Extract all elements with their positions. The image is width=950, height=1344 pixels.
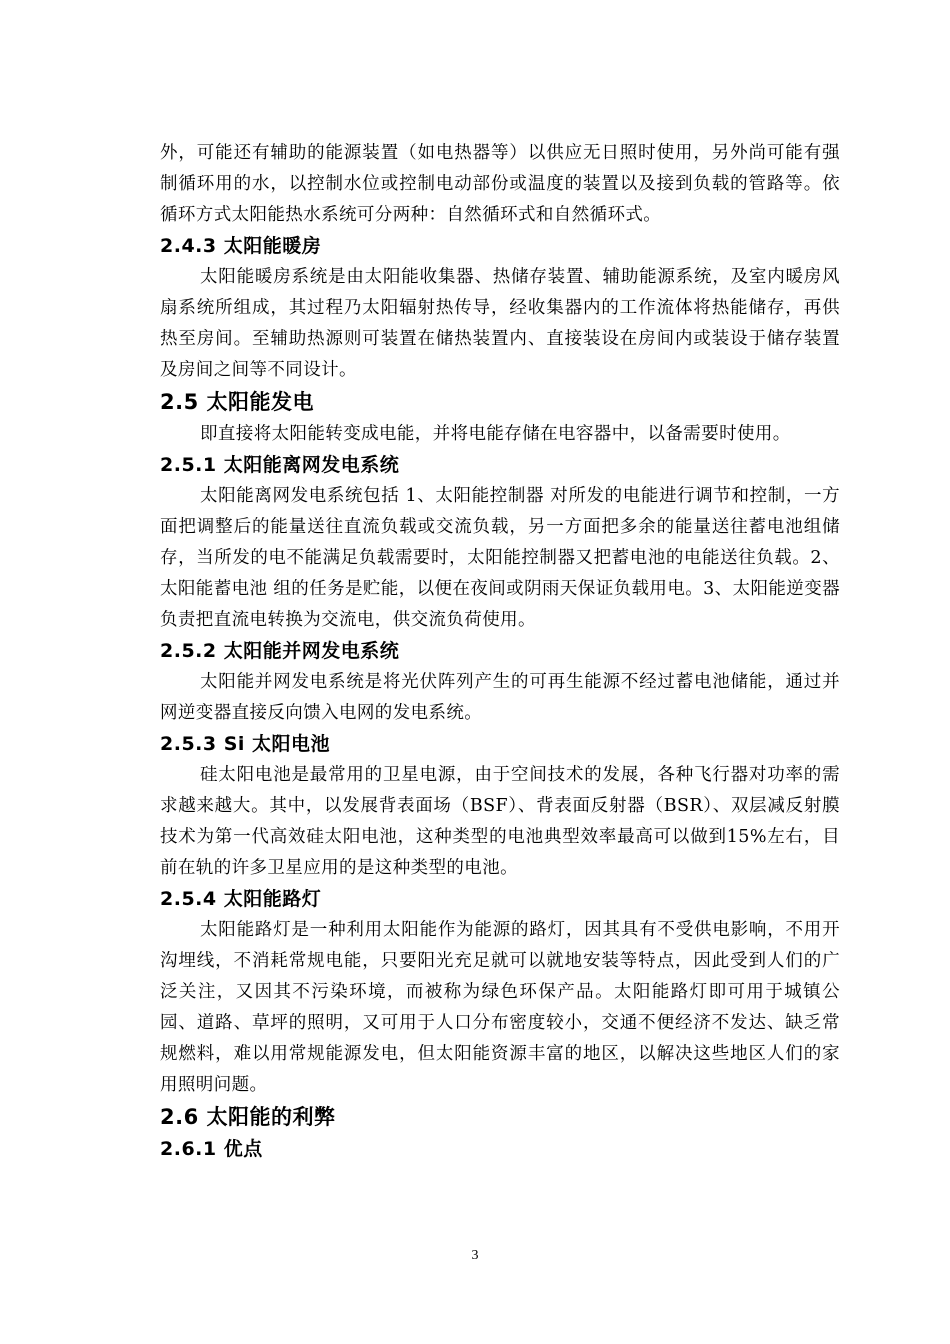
paragraph-continued: 外，可能还有辅助的能源装置（如电热器等）以供应无日照时使用，另外尚可能有强制循环用的水，以控制水位或控制电动部份或温度的装置以及接到负载的管路等。依循环方式太阳能热水系统可分两种：自然循环式和自然循环式。 (160, 143, 840, 225)
paragraph-street-light: 太阳能路灯是一种利用太阳能作为能源的路灯，因其具有不受供电影响，不用开沟埋线，不消耗常规电能，只要阳光充足就可以就地安装等特点，因此受到人们的广泛关注，又因其不污染环境，而被称为绿色环保产品。太阳能路灯即可用于城镇公园、道路、草坪的照明，又可用于人口分布密度较小，交通不便经济不发达、缺乏常规燃料，难以用常规能源发电，但太阳能资源丰富的地区，以解决这些地区人们的家用照明问题。 (160, 920, 840, 1095)
paragraph-grid-tied: 太阳能并网发电系统是将光伏阵列产生的可再生能源不经过蓄电池储能，通过并网逆变器直接反向馈入电网的发电系统。 (160, 672, 840, 723)
heading-2-6-1: 2.6.1 优点 (160, 1138, 263, 1160)
paragraph-solar-heating: 太阳能暖房系统是由太阳能收集器、热储存装置、辅助能源系统，及室内暖房风扇系统所组成，其过程乃太阳辐射热传导，经收集器内的工作流体将热能储存，再供热至房间。至辅助热源则可装置在储热装置内、直接装设在房间内或装设于储存装置及房间之间等不同设计。 (160, 267, 840, 380)
heading-2-5-1: 2.5.1 太阳能离网发电系统 (160, 454, 400, 476)
paragraph-si-cell: 硅太阳电池是最常用的卫星电源，由于空间技术的发展，各种飞行器对功率的需求越来越大。其中，以发展背表面场（BSF）、背表面反射器（BSR）、双层减反射膜技术为第一代高效硅太阳电池，这种类型的电池典型效率最高可以做到15%左右，目前在轨的许多卫星应用的是这种类型的电池。 (160, 765, 840, 878)
page-content (160, 138, 840, 1165)
paragraph-off-grid: 太阳能离网发电系统包括 1、太阳能控制器 对所发的电能进行调节和控制，一方面把调整后的能量送往直流负载或交流负载，另一方面把多余的能量送往蓄电池组储存，当所发的电不能满足负载需要时，太阳能控制器又把蓄电池的电能送往负载。2、太阳能蓄电池 组的任务是贮能，以便在夜间或阴雨天保证负载用电。3、太阳能逆变器 负责把直流电转换为交流电，供交流负荷使用。 (160, 486, 840, 630)
heading-2-5: 2.5 太阳能发电 (160, 390, 315, 414)
heading-2-5-3: 2.5.3 Si 太阳电池 (160, 733, 331, 755)
heading-2-4-3: 2.4.3 太阳能暖房 (160, 235, 322, 257)
heading-2-5-2: 2.5.2 太阳能并网发电系统 (160, 640, 400, 662)
heading-2-5-4: 2.5.4 太阳能路灯 (160, 888, 322, 910)
page-number: 3 (471, 1248, 479, 1263)
heading-2-6: 2.6 太阳能的利弊 (160, 1105, 336, 1129)
paragraph-solar-power: 即直接将太阳能转变成电能，并将电能存储在电容器中，以备需要时使用。 (200, 424, 791, 444)
